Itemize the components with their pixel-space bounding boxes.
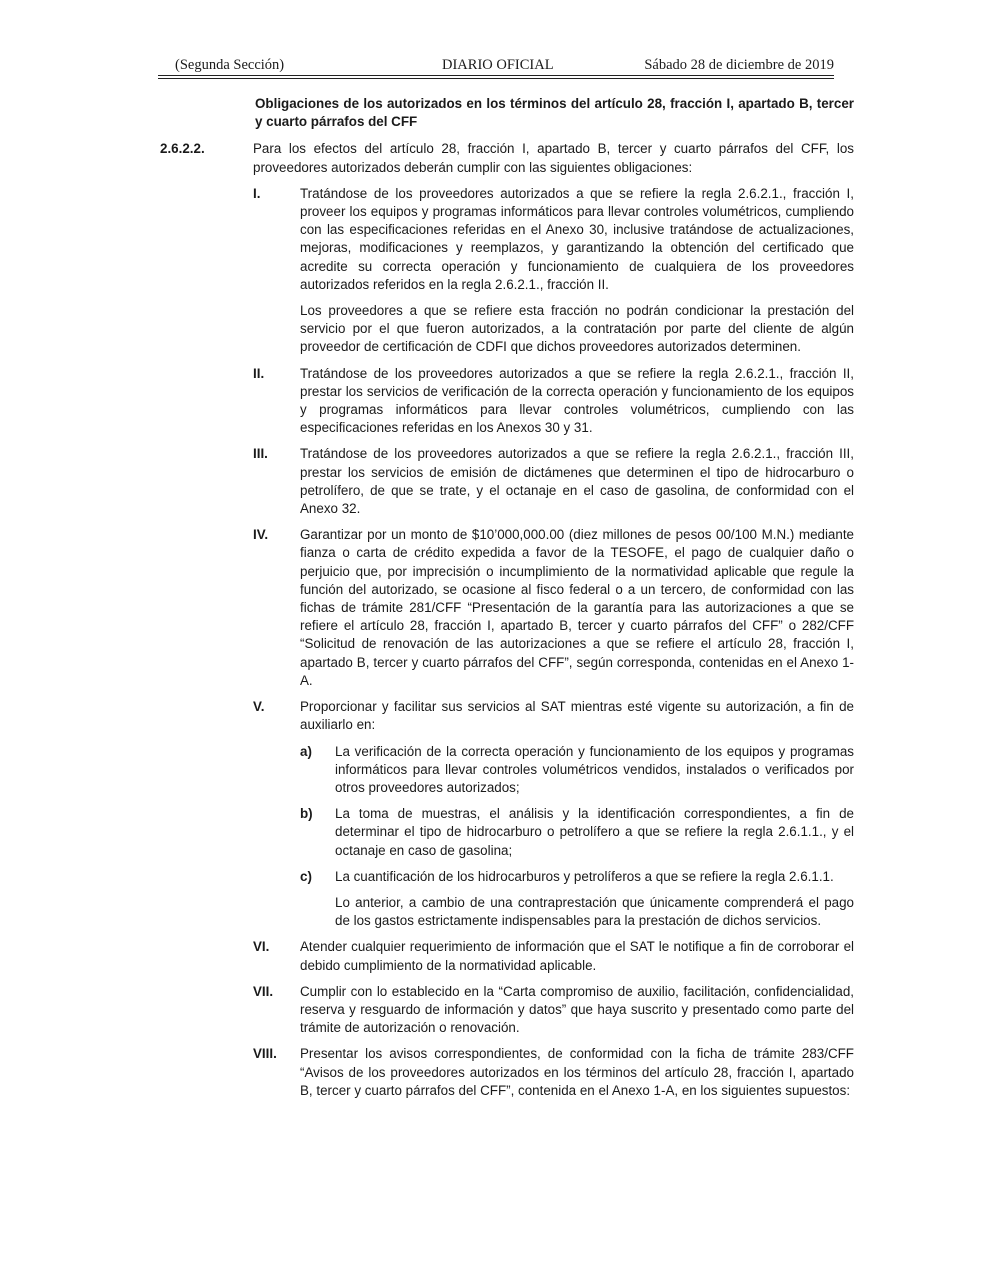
list-item-iii	[253, 445, 854, 518]
sub-item-content	[335, 868, 854, 931]
sub-item-a	[300, 743, 854, 798]
item-content	[300, 445, 854, 518]
item-content	[300, 365, 854, 438]
sub-item-b	[300, 805, 854, 860]
item-paragraph: Tratándose de los proveedores autorizados a que se refiere la regla 2.6.2.1., fracción III, prestar los servicios de emisión de dictámenes que determinen el tipo de hidrocarburo o petrolífero, de que se trate, y el octanaje en el caso de gasolina, de conformidad con el Anexo 32.	[300, 446, 854, 517]
list-item-i	[253, 185, 854, 357]
sub-item-paragraph: La verificación de la correcta operación y funcionamiento de los equipos y programas informáticos para llevar controles volumétricos vendidos, instalados o verificados por otros proveedores autorizados;	[335, 743, 854, 795]
item-paragraph: Garantizar por un monto de $10’000,000.00 (diez millones de pesos 00/100 M.N.) mediante fianza o carta de crédito expedida a favor de la TESOFE, el pago de cualquier daño o perjuicio que, por imprecisión o incumplimiento de la normatividad aplicable que regule la función del autorizado, se ocasione al fisco federal o a un tercero, de conformidad con las fichas de trámite 281/CFF “Presentación de la garantía para las autorizaciones a que se refiere el artículo 28, fracción I, apartado B, tercer y cuarto párrafos del CFF” o 282/CFF “Solicitud de renovación de las autorizaciones a que se refiere el artículo 28, fracción I, apartado B, tercer y cuarto párrafos del CFF”, según corresponda, contenidas en el Anexo 1-A.	[300, 527, 854, 688]
item-paragraph: Tratándose de los proveedores autorizados a que se refiere la regla 2.6.2.1., fracción I, proveer los equipos y programas informáticos para llevar controles volumétricos, cumpliendo con las especificaciones referidas en el Anexo 30, inclusive tratándose de actualizaciones, mejoras, modificaciones y reemplazos, y garantizando la obtención del certificado que acredite su correcta operación y funcionamiento de cualquiera de los proveedores autorizados referidos en la regla 2.6.2.1., fracción II.	[300, 185, 854, 292]
item-paragraph: Presentar los avisos correspondientes, de conformidad con la ficha de trámite 283/CFF “Avisos de los proveedores autorizados en los términos del artículo 28, fracción I, apartado B, tercer y cuarto párrafos del CFF”, contenida en el Anexo 1-A, en los siguientes supuestos:	[300, 1046, 854, 1098]
item-numeral: III.	[253, 446, 268, 462]
item-numeral: VI.	[253, 939, 270, 955]
item-numeral: II.	[253, 365, 265, 381]
list-item-vi	[253, 938, 854, 974]
header-date: Sábado 28 de diciembre de 2019	[644, 57, 834, 73]
sub-item-c	[300, 868, 854, 931]
rule-text: Para los efectos del artículo 28, fracción I, apartado B, tercer y cuarto párrafos del CFF, los proveedores autorizados deberán cumplir con las siguientes obligaciones:	[253, 141, 854, 175]
sub-item-paragraph: La toma de muestras, el análisis y la identificación correspondientes, a fin de determinar el tipo de hidrocarburo o petrolífero a que se refiere la regla 2.6.1.1., y el octanaje en caso de gasolina;	[335, 806, 854, 858]
list-item-iv	[253, 526, 854, 690]
header-rule-bottom	[158, 78, 834, 79]
item-paragraph: Cumplir con lo establecido en la “Carta compromiso de auxilio, facilitación, confidencialidad, reserva y resguardo de información y datos” que haya suscrito y presentado como parte del trámite de autorización o renovación.	[300, 983, 854, 1036]
list-item-vii	[253, 983, 854, 1038]
document-body	[160, 95, 854, 1108]
list-item-viii	[253, 1045, 854, 1100]
sub-item-paragraph: La cuantificación de los hidrocarburos y petrolíferos a que se refiere la regla 2.6.1.1.	[335, 868, 834, 884]
item-content	[300, 185, 854, 357]
list-item-v	[253, 698, 854, 930]
item-paragraph: Los proveedores a que se refiere esta fracción no podrán condicionar la prestación del servicio por el que fueron autorizados, a la contratación por parte del cliente de algún proveedor de certificación de CDFI que dichos proveedores autorizados determinen.	[300, 303, 854, 355]
sub-item-content	[335, 805, 854, 860]
item-numeral: IV.	[253, 527, 269, 543]
sub-item-letter: c)	[300, 868, 312, 884]
sub-item-paragraph: Lo anterior, a cambio de una contraprestación que únicamente comprenderá el pago de los gastos estrictamente indispensables para la prestación de dichos servicios.	[335, 894, 854, 929]
item-paragraph: Proporcionar y facilitar sus servicios al SAT mientras esté vigente su autorización, a fin de auxiliarlo en:	[300, 699, 854, 733]
header-section-label: (Segunda Sección)	[175, 57, 285, 73]
item-numeral: V.	[253, 699, 265, 715]
list-item-ii	[253, 365, 854, 438]
item-content	[300, 938, 854, 974]
item-content	[300, 526, 854, 690]
item-numeral: VIII.	[253, 1046, 277, 1062]
item-numeral: I.	[253, 185, 261, 201]
item-content	[300, 983, 854, 1038]
sub-item-letter: a)	[300, 743, 312, 759]
section-heading: Obligaciones de los autorizados en los términos del artículo 28, fracción I, apartado B, tercer y cuarto párrafos del CFF	[255, 96, 854, 130]
rule-number: 2.6.2.2.	[160, 141, 205, 157]
header-publication-title: DIARIO OFICIAL	[442, 57, 554, 73]
sub-item-letter: b)	[300, 806, 313, 822]
header-rule-top	[158, 75, 834, 76]
item-content	[300, 1045, 854, 1100]
rule-intro	[160, 140, 854, 176]
item-numeral: VII.	[253, 983, 274, 999]
sub-item-content	[335, 743, 854, 798]
item-paragraph: Atender cualquier requerimiento de información que el SAT le notifique a fin de corroborar el debido cumplimiento de la normatividad aplicable.	[300, 939, 854, 973]
item-paragraph: Tratándose de los proveedores autorizados a que se refiere la regla 2.6.2.1., fracción II, prestar los servicios de verificación de la correcta operación y funcionamiento de los equipos y programas informáticos para llevar controles volumétricos, cumpliendo con las especificaciones referidas en los Anexos 30 y 31.	[300, 365, 854, 436]
item-content	[300, 698, 854, 930]
